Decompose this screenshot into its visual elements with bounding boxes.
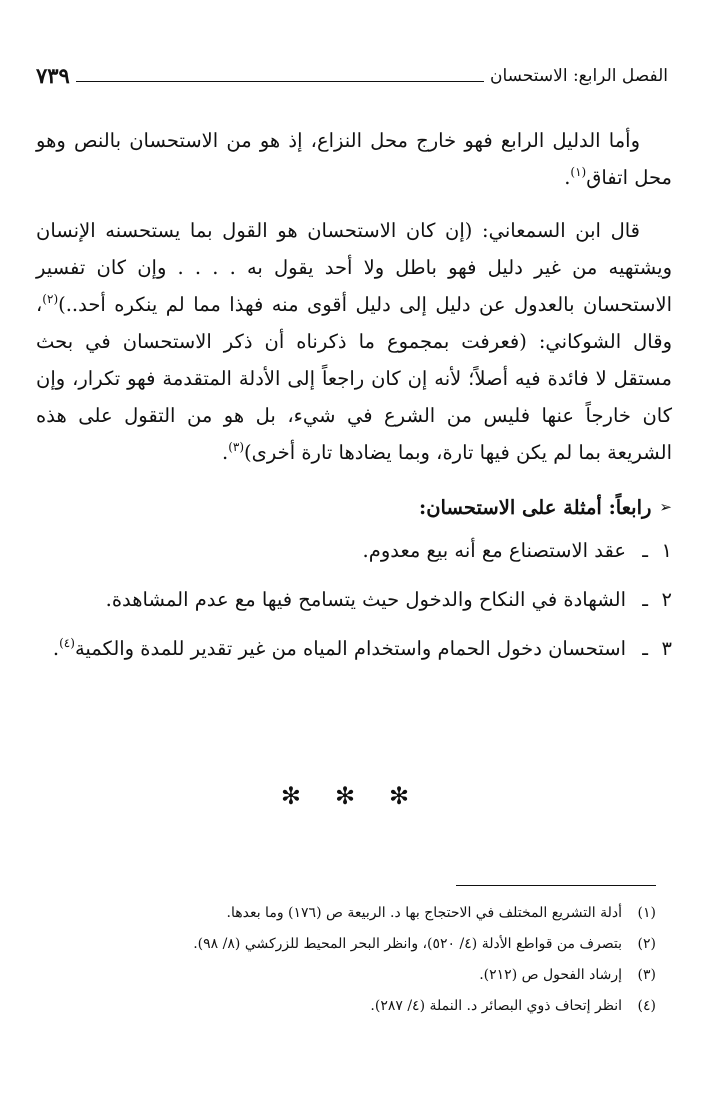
list-item-text — [36, 630, 626, 667]
list-item-text — [36, 532, 626, 569]
paragraph-tail: . — [221, 441, 229, 464]
footnote — [40, 898, 656, 929]
arrow-icon: ➢ — [659, 498, 672, 516]
page-number: ٧٣٩ — [36, 63, 70, 88]
list-item-number: ٣ — [661, 637, 672, 660]
chapter-title: الفصل الرابع: الاستحسان — [489, 66, 668, 86]
footnote-ref[interactable]: (٤) — [59, 636, 75, 650]
list-item-tail: . — [52, 637, 60, 660]
footnote-number: (٣) — [637, 967, 656, 983]
footnote-ref[interactable]: (٢) — [42, 292, 59, 306]
list-item-body: عقد الاستصناع مع أنه بيع معدوم. — [362, 539, 626, 562]
list-item-number: ٢ — [661, 588, 672, 611]
footnote-number: (٤) — [637, 998, 656, 1014]
section-separator — [0, 782, 708, 810]
running-header — [36, 60, 668, 90]
list-item-dash: ـ — [642, 539, 648, 562]
footnote — [40, 991, 656, 1022]
section-heading — [36, 489, 672, 526]
list-item — [36, 630, 672, 667]
footnote-text: بتصرف من قواطع الأدلة (٤/ ٥٢٠)، وانظر البحر المحيط للزركشي (٨/ ٩٨). — [193, 936, 622, 952]
paragraph-tail: . — [564, 166, 571, 189]
list-item-dash: ـ — [642, 637, 648, 660]
footnote-ref[interactable]: (٣) — [228, 440, 245, 454]
star-ornament-icon: ✻ — [280, 782, 319, 810]
footnote-ref[interactable]: (١) — [570, 165, 587, 179]
paragraph — [36, 212, 672, 471]
footnote — [40, 960, 656, 991]
star-ornament-icon: ✻ — [389, 782, 428, 810]
list-item-dash: ـ — [642, 588, 648, 611]
header-rule — [76, 81, 484, 82]
footnote-text: انظر إتحاف ذوي البصائر د. النملة (٤/ ٢٨٧). — [370, 998, 622, 1014]
section-heading-text: رابعاً: أمثلة على الاستحسان: — [419, 496, 652, 519]
footnote — [40, 929, 656, 960]
footnote-text: إرشاد الفحول ص (٢١٢). — [479, 967, 622, 983]
list-item — [36, 581, 672, 618]
star-ornament-icon: ✻ — [334, 782, 374, 810]
list-item-body: استحسان دخول الحمام واستخدام المياه من غير تقدير للمدة والكمية — [74, 637, 626, 660]
examples-list — [36, 532, 672, 667]
list-item-number: ١ — [661, 539, 672, 562]
main-text — [36, 122, 672, 679]
paragraph-text: وأما الدليل الرابع فهو خارج محل النزاع، إذ هو من الاستحسان بالنص وهو محل اتفاق — [36, 129, 672, 189]
footnote-number: (١) — [637, 905, 656, 921]
list-item — [36, 532, 672, 569]
footnote-number: (٢) — [637, 936, 656, 952]
footnote-rule — [456, 885, 656, 886]
paragraph — [36, 122, 672, 196]
footnote-text: أدلة التشريع المختلف في الاحتجاج بها د. الربيعة ص (١٧٦) وما بعدها. — [226, 905, 622, 921]
paragraph-text: قال ابن السمعاني: (إن كان الاستحسان هو القول بما يستحسنه الإنسان ويشتهيه من غير دليل فهو باطل ولا أحد يقول به . . . . وإن كان تفسير الاستحسان بالعدول عن دليل إلى دليل أقوى منه فهذا مما لم ينكره أحد..) — [36, 219, 672, 316]
list-item-body: الشهادة في النكاح والدخول حيث يتسامح فيها مع عدم المشاهدة. — [105, 588, 626, 611]
footnotes — [40, 898, 656, 1022]
paragraph-tail: ، وقال الشوكاني: (فعرفت بمجموع ما ذكرناه أن ذكر الاستحسان في بحث مستقل لا فائدة فيه أصلاً؛ لأنه إن كان راجعاً إلى الأدلة المتقدمة فهو تكرار، وإن كان خارجاً عنها فليس من الشرع في شيء، بل هو من التقول على هذه الشريعة بما لم يكن فيها تارة، وبما يضادها تارة أخرى) — [36, 293, 672, 464]
list-item-text — [36, 581, 626, 618]
